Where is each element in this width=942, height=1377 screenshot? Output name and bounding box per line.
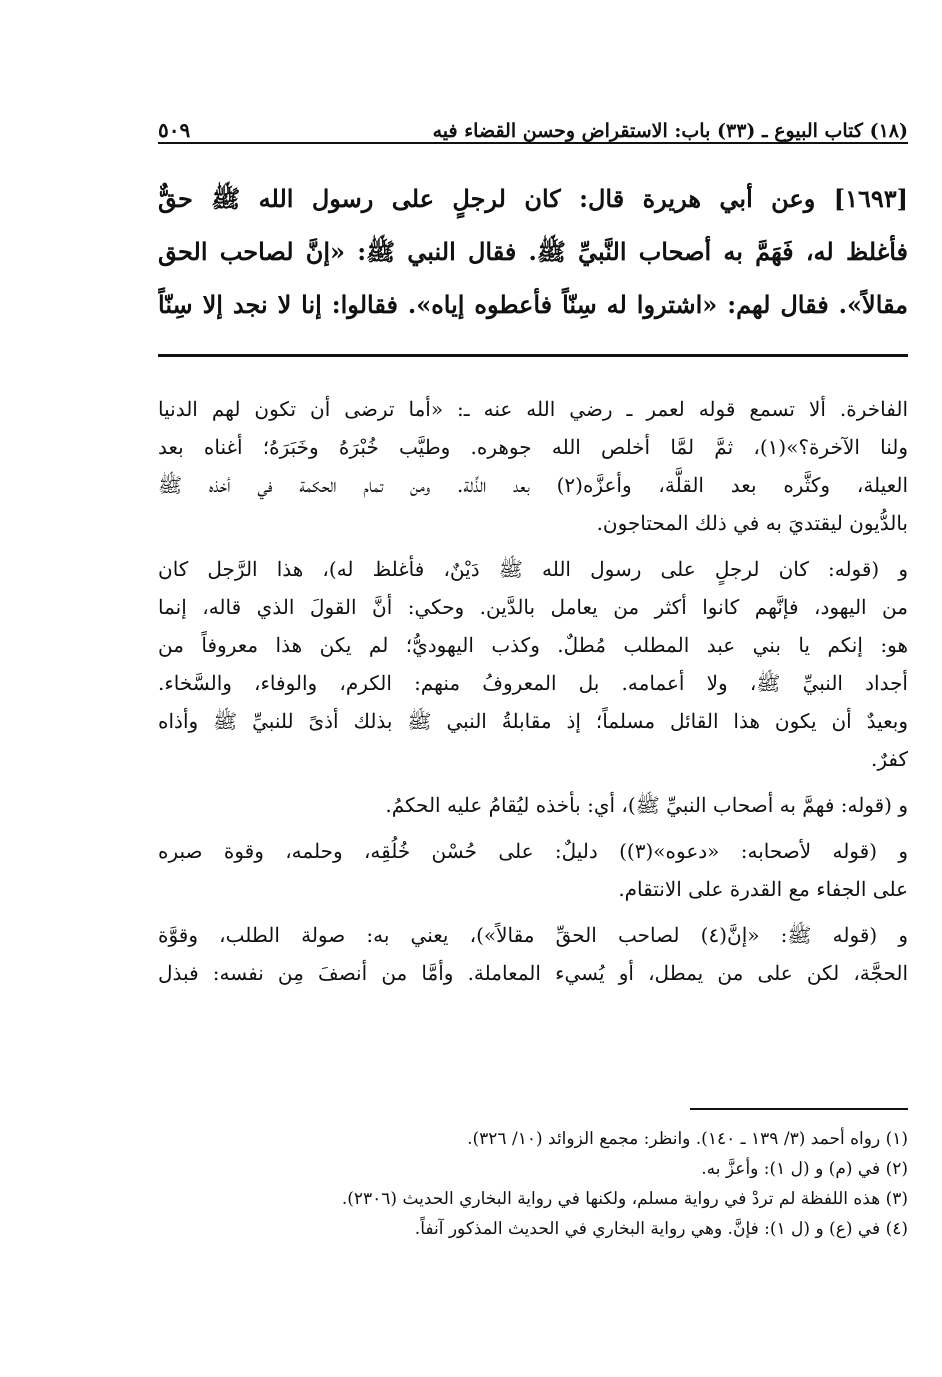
footnote-rule bbox=[690, 1108, 908, 1110]
commentary-line: الحجَّة، لكن على من يمطل، أو يُسيء المعاملة. وأمَّا من أنصفَ مِن نفسه: فبذل bbox=[158, 961, 908, 985]
commentary-line: الفاخرة. ألا تسمع قوله لعمر ـ رضي الله عنه ـ: «أما ترضى أن تكون لهم الدنيا bbox=[158, 397, 908, 421]
commentary-text bbox=[158, 390, 908, 1000]
hadith-line: مقالاً». فقال لهم: «اشتروا له سِنّاً فأعطوه إياه». فقالوا: إنا لا نجد إلا سِنّاً bbox=[158, 290, 908, 319]
commentary-line: بالدُّيون ليقتديَ به في ذلك المحتاجون. bbox=[596, 511, 908, 535]
commentary-line: و (قوله لأصحابه: «دعوه»(٣)) دليلٌ: على حُسْن خُلُقِه، وحلمه، وقوة صبره bbox=[158, 839, 908, 863]
commentary-paragraph bbox=[158, 786, 908, 824]
commentary-paragraph bbox=[158, 550, 908, 778]
commentary-paragraph bbox=[158, 832, 908, 908]
footnotes bbox=[158, 1124, 908, 1244]
hadith-line: [١٦٩٣] وعن أبي هريرة قال: كان لرجلٍ على رسول الله ﷺ حقٌّ bbox=[158, 184, 908, 213]
header-title: (١٨) كتاب البيوع ـ (٣٣) باب: الاستقراض وحسن القضاء فيه bbox=[432, 120, 908, 142]
commentary-paragraph bbox=[158, 916, 908, 992]
commentary-line: وبعيدٌ أن يكون هذا القائل مسلماً؛ إذ مقابلةُ النبي ﷺ بذلك أذىً للنبيِّ ﷺ وأذاه bbox=[158, 709, 908, 733]
section-separator-rule bbox=[158, 354, 908, 357]
commentary-line: و (قوله: كان لرجلٍ على رسول الله ﷺ دَيْنٌ، فأغلظ له)، هذا الرَّجل كان bbox=[158, 557, 908, 581]
footnote: (٢) في (م) و (ل ١): وأعزَّ به. bbox=[701, 1159, 908, 1179]
commentary-line: العيلة، وكثَّره بعد القلَّة، وأعزَّه(٢) بعد الذِّلة. ومن تمام الحكمة في أخذه ﷺ bbox=[158, 473, 908, 497]
footnote: (٣) هذه اللفظة لم تردْ في رواية مسلم، ولكنها في رواية البخاري الحديث (٢٣٠٦). bbox=[341, 1189, 908, 1209]
commentary-line: من اليهود، فإنَّهم كانوا أكثر من يعامل بالدَّين. وحكي: أنَّ القولَ الذي قاله، إنما bbox=[158, 595, 908, 619]
commentary-line: أجداد النبيِّ ﷺ، ولا أعمامه. بل المعروفُ منهم: الكرم، والوفاء، والسَّخاء. bbox=[158, 671, 908, 695]
footnote: (٤) في (ع) و (ل ١): فإنَّ. وهي رواية البخاري في الحديث المذكور آنفاً. bbox=[414, 1219, 908, 1239]
commentary-line: ولنا الآخرة؟»(١)، ثمَّ لمَّا أخلص الله جوهره. وطيَّب خُبْرَهُ وخَبَرَهُ؛ أغناه بعد bbox=[158, 435, 908, 459]
commentary-line: و (قوله ﷺ: «إنَّ(٤) لصاحب الحقِّ مقالاً»)، يعني به: صولة الطلب، وقوَّة bbox=[158, 923, 908, 947]
commentary-line: على الجفاء مع القدرة على الانتقام. bbox=[618, 877, 908, 901]
commentary-line: هو: إنكم يا بني عبد المطلب مُطلٌ. وكذب اليهوديُّ؛ لم يكن هذا معروفاً من bbox=[158, 633, 908, 657]
header-rule bbox=[158, 142, 908, 144]
hadith-text bbox=[158, 172, 908, 331]
commentary-line: و (قوله: فهمَّ به أصحاب النبيِّ ﷺ)، أي: بأخذه ليُقامُ عليه الحكمُ. bbox=[385, 793, 908, 817]
page-number: ٥٠٩ bbox=[158, 118, 191, 142]
hadith-line: فأغلظ له، فَهَمَّ به أصحاب النَّبيِّ ﷺ. فقال النبي ﷺ: «إنَّ لصاحب الحق bbox=[158, 237, 908, 266]
commentary-paragraph bbox=[158, 390, 908, 542]
running-header bbox=[158, 104, 908, 142]
footnote: (١) رواه أحمد (٣/ ١٣٩ ـ ١٤٠). وانظر: مجمع الزوائد (١٠/ ٣٢٦). bbox=[467, 1129, 908, 1149]
commentary-line: كفرٌ. bbox=[870, 747, 908, 771]
